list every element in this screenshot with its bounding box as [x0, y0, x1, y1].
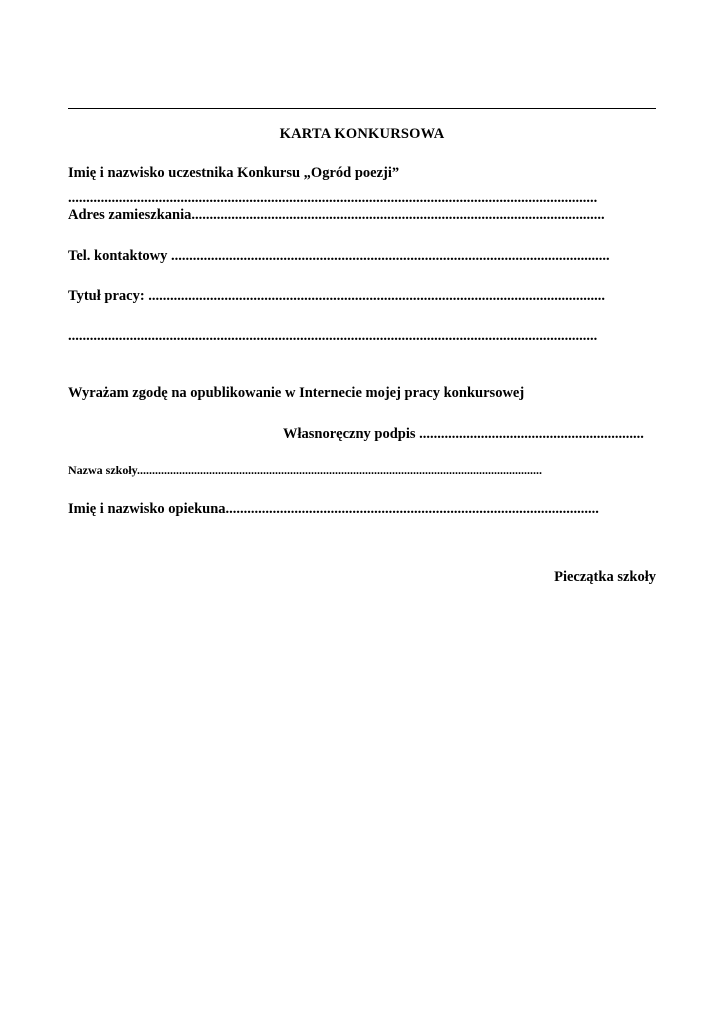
work-title-continuation-field: .................................................................................................................................................. — [68, 328, 598, 344]
top-divider — [68, 108, 656, 109]
address-field: Adres zamieszkania.................................................................................................................. — [68, 207, 605, 223]
school-stamp-label: Pieczątka szkoły — [554, 569, 656, 585]
form-title: KARTA KONKURSOWA — [279, 126, 445, 142]
phone-field: Tel. kontaktowy ......................................................................................................................... — [68, 248, 610, 264]
signature-field: Własnoręczny podpis .............................................................. — [283, 426, 644, 442]
work-title-field: Tytuł pracy: .............................................................................................................................. — [68, 288, 606, 304]
participant-name-field: .................................................................................................................................................. — [68, 190, 598, 206]
participant-name-label: Imię i nazwisko uczestnika Konkursu „Ogród poezji” — [68, 165, 400, 181]
consent-statement: Wyrażam zgodę na opublikowanie w Internecie mojej pracy konkursowej — [68, 385, 525, 401]
school-name-field: Nazwa szkoły....................................................................................................................................... — [68, 463, 542, 477]
guardian-name-field: Imię i nazwisko opiekuna....................................................................................................... — [68, 501, 599, 517]
